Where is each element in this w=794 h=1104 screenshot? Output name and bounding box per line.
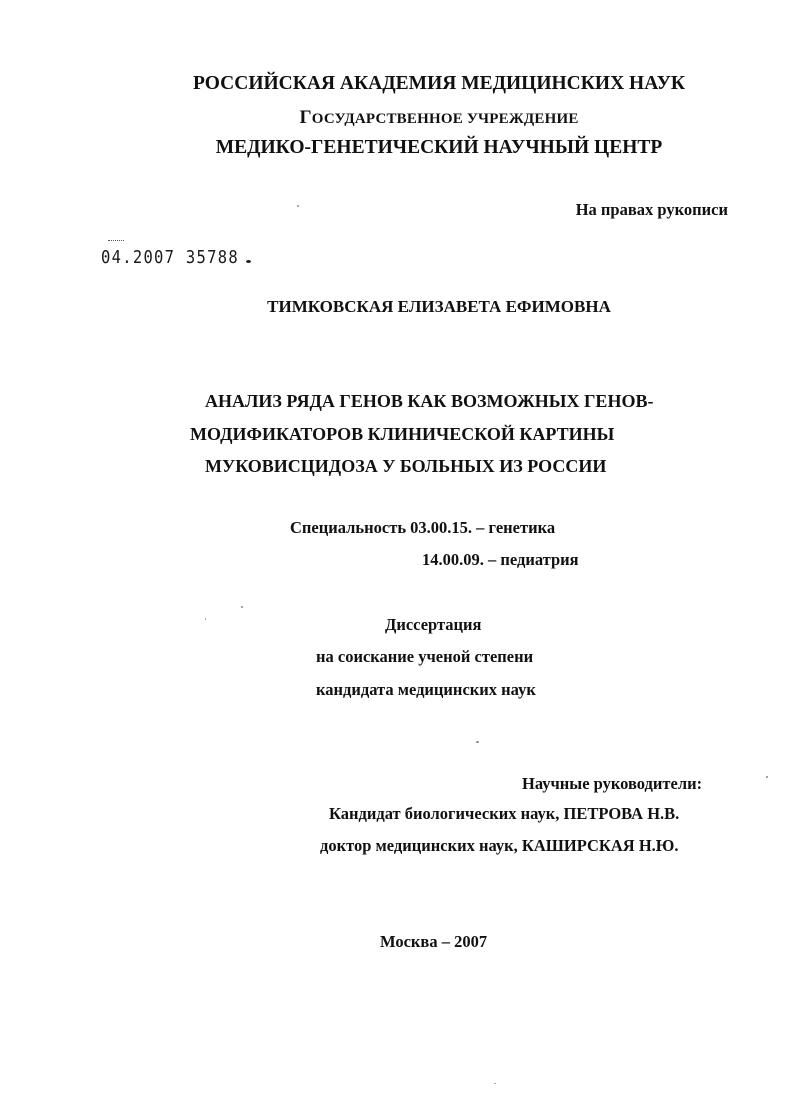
scan-speck [476, 741, 479, 743]
degree-dissertation: Диссертация [385, 615, 482, 634]
manuscript-rights: На правах рукописи [575, 200, 728, 219]
org-institution-type-rest: ОСУДАРСТВЕННОЕ УЧРЕЖДЕНИЕ [311, 111, 579, 127]
scan-speck [766, 776, 768, 778]
library-stamp: 04.2007 35788 [101, 247, 239, 268]
title-line-3: МУКОВИСЦИДОЗА У БОЛЬНЫХ ИЗ РОССИИ [205, 456, 607, 476]
scan-speck [246, 260, 251, 263]
org-center: МЕДИКО-ГЕНЕТИЧЕСКИЙ НАУЧНЫЙ ЦЕНТР [215, 137, 663, 158]
title-line-2: МОДИФИКАТОРОВ КЛИНИЧЕСКОЙ КАРТИНЫ [190, 424, 615, 444]
degree-level: кандидата медицинских наук [316, 680, 536, 699]
org-institution-type [0, 108, 794, 127]
degree-purpose: на соискание ученой степени [316, 647, 534, 666]
author-name: ТИМКОВСКАЯ ЕЛИЗАВЕТА ЕФИМОВНА [267, 297, 611, 316]
title-line-1: АНАЛИЗ РЯДА ГЕНОВ КАК ВОЗМОЖНЫХ ГЕНОВ- [205, 391, 654, 411]
supervisor-2: доктор медицинских наук, КАШИРСКАЯ Н.Ю. [320, 836, 679, 855]
city-year: Москва – 2007 [380, 932, 488, 951]
org-academy: РОССИЙСКАЯ АКАДЕМИЯ МЕДИЦИНСКИХ НАУК [192, 73, 686, 94]
supervisors-heading: Научные руководители: [522, 774, 703, 793]
supervisor-1: Кандидат биологических наук, ПЕТРОВА Н.В. [329, 804, 680, 823]
scan-speck [241, 606, 243, 608]
specialty-pediatrics: 14.00.09. – педиатрия [422, 550, 579, 569]
stamp-overline [108, 240, 124, 243]
scan-speck [297, 205, 299, 207]
scan-speck [494, 1083, 496, 1084]
scan-speck [205, 618, 206, 620]
org-institution-type-initial: Г [299, 107, 312, 128]
specialty-genetics: Специальность 03.00.15. – генетика [290, 518, 556, 537]
